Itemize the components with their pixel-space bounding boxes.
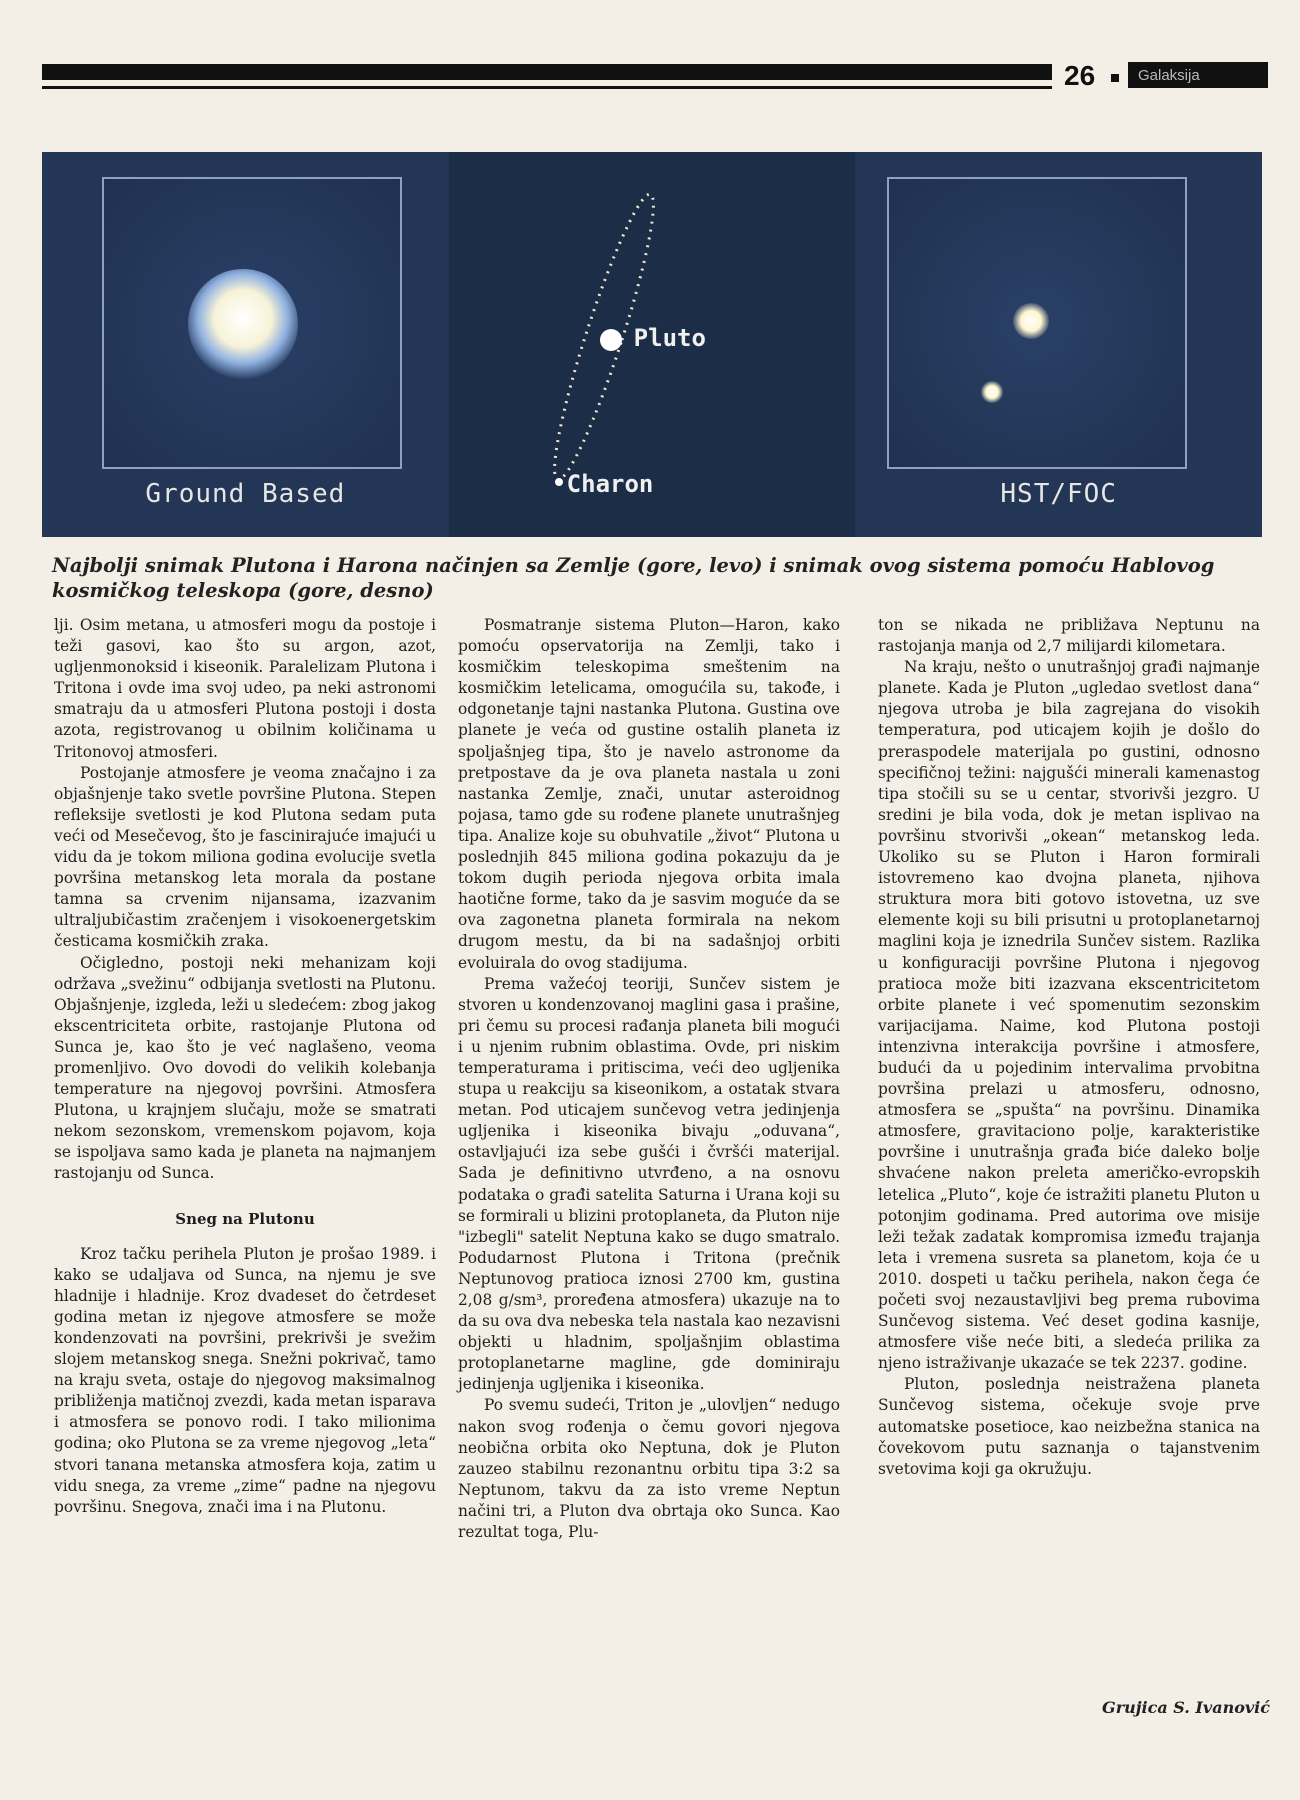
article-column-3: [878, 615, 1260, 1480]
paragraph: Prema važećoj teoriji, Sunčev sistem je stvoren u kondenzovanoj maglini gasa i prašine, pri čemu su procesi rađanja planeta bili mogući i u njenim rubnim oblastima. Ovde, pri niskim temperaturama i pritiscima, veći deo ugljenika stupa u reakciju sa kiseonikom, a ostatak stvara metan. Pod uticajem sunčevog vetra jedinjenja ugljenika i kiseonika bivaju „oduvana“, ostavljajući iza sebe gušći i čvršći materijal. Sada je definitivno utvrđeno, a na osnovu podataka o građi satelita Saturna i Urana koji su se formirali u blizini protoplaneta, da Pluton nije "izbegli" satelit Neptuna kako se dugo smatralo. Podudarnost Plutona i Tritona (prečnik Neptunovog pratioca iznosi 2700 km, gustina 2,08 g/sm³, proređena atmosfera) ukazuje na to da su ova dva nebeska tela nastala kao nezavisni objekti u hladnim, spoljašnjim oblastima protoplanetarne magline, gde dominiraju jedinjenja ugljenika i kiseonika.: [458, 974, 840, 1394]
paragraph: Po svemu sudeći, Triton je „ulovljen“ nedugo nakon svog rođenja o čemu govori njegova neobična orbita oko Neptuna, dok je Pluton zauzeo stabilnu rezonantnu orbitu tipa 3:2 sa Neptunom, takvu da za isto vreme Neptun načini tri, a Pluton dva obrtaja oko Sunca. Kao rezultat toga, Plu-: [458, 1396, 840, 1542]
header-bullet: [1111, 74, 1119, 82]
hst-foc-label: HST/FOC: [1000, 479, 1117, 509]
author-signature: Grujica S. Ivanović: [1102, 1698, 1270, 1717]
paragraph: Posmatranje sistema Pluton—Haron, kako pomoću opservatorija na Zemlji, tako i kosmičkim teleskopima smeštenim na kosmičkim letelicama, omogućila su, takođe, i odgonetanje tajni nastanka Plutona. Gustina ove planete je veća od gustine ostalih planeta iz spoljašnjeg tipa, što je navelo astronome da pretpostave da je ova planeta nastala u zoni nastanka Zemlje, znači, unutar asteroidnog pojasa, tamo gde su rođene planete unutrašnjeg tipa. Analize koje su obuhvatile „život“ Plutona u poslednjih 845 miliona godina pokazuju da je tokom dugih perioda njegova orbita imala haotične forme, tako da je sasvim moguće da se ova zagonetna planeta formirala na nekom drugom mestu, da bi na sadašnjoj orbiti evoluirala do ovog stadijuma.: [458, 616, 840, 972]
figure-caption: Najbolji snimak Plutona i Harona načinjen sa Zemlje (gore, levo) i snimak ovog sistema pomoću Hablovog kosmičkog teleskopa (gore, desno): [52, 554, 1215, 602]
hst-foc-panel: [855, 152, 1262, 537]
header-rule-thin: [42, 86, 1052, 89]
charon-dot: [555, 478, 563, 486]
paragraph: Kroz tačku perihela Pluton je prošao 1989. i kako se udaljava od Sunca, na njemu je sve hladnije i hladnije. Kroz dvadeset do četrdeset godina metan iz njegove atmosfere se može kondenzovati na površini, prekrivši je svežim slojem metanskog snega. Snežni pokrivač, tamo na kraju sveta, ostaje do njegovog maksimalnog približenja matičnoj zvezdi, kada metan isparava i atmosfera se ponovo rodi. I tako milionima godina; oko Plutona se za vreme njegovog „leta“ stvori tanana metanska atmosfera koja, zatim u vidu snega, za vreme „zime“ padne na njegovu površinu. Snegova, znači ima i na Plutonu.: [54, 1244, 436, 1516]
ground-based-frame: [102, 177, 402, 469]
ground-based-label: Ground Based: [145, 479, 346, 509]
charon-label: Charon: [566, 470, 654, 498]
paragraph: ton se nikada ne približava Neptunu na rastojanja manja od 2,7 milijardi kilometara.: [878, 616, 1260, 656]
paragraph: Na kraju, nešto o unutrašnjoj građi najmanje planete. Kada je Pluton „ugledao svetlost dana“ njegova utroba je bila zagrejana do visokih temperatura, pod uticajem kojih je došlo do preraspodele materijala po gustini, odnosno specifičnoj težini: najgušći minerali kamenastog tipa stočili su se u centar, stvorivši jezgro. U sredini je bila voda, dok je metan isplivao na površinu stvorivši „okean“ metanskog leda. Ukoliko su se Pluton i Haron formirali istovremeno kao dvojna planeta, njihova struktura mora biti gotovo istovetna, uz sve elemente koji su bili prisutni u protoplanetarnoj maglini koja je iznedrila Sunčev sistem. Razlika u konfiguraciji površine Plutona i njegovog pratioca može biti izazvana ekscentricitetom orbite planete i već spomenutim sezonskim varijacijama. Naime, kod Plutona postoji intenzivna interakcija površine i atmosfere, budući da u pojedinim intervalima prvobitna površina prelazi u atmosferu, odnosno, atmosfera se „spušta“ na površinu. Dinamika atmosfere, gravitaciono polje, karakteristike površine i unutrašnja građa biće daleko bolje shvaćene nakon preleta američko-evropskih letelica „Pluto“, koje će istražiti planetu Pluton u potonjim godinama. Pred autorima ove misije leži težak zadatak kompromisa između trajanja leta i vremena susreta sa planetom, koja će u 2010. dospeti u tačku perihela, nakon čega će početi svoj nezaustavljivi beg prema rubovima Sunčevog sistema. Već deset godina kasnije, atmosfere više neće biti, a sledeća prilika za njeno istraživanje ukazaće se tek 2237. godine.: [878, 658, 1260, 1373]
pluto-label: Pluto: [633, 324, 706, 352]
article-column-2: [458, 615, 840, 1543]
ground-based-panel: [42, 152, 449, 537]
paragraph: Očigledno, postoji neki mehanizam koji održava „svežinu“ odbijanja svetlosti na Plutonu. Objašnjenje, izgleda, leži u sledećem: zbog jakog ekscentriciteta orbite, rastojanje Plutona od Sunca je, kao što je već naglašeno, veoma promenljivo. Ovo dovodi do velikih kolebanja temperature na njegovoj površini. Atmosfera Plutona, u krajnjem slučaju, može se smatrati nekom sezonskom, vremenskom pojavom, koja se ispoljava samo kada je planeta na najmanjem rastojanju od Sunca.: [54, 953, 436, 1183]
charon-sharp-image: [981, 381, 1003, 403]
pluto-charon-figure: [42, 152, 1262, 537]
article-column-1: [54, 615, 436, 1518]
paragraph: Pluton, poslednja neistražena planeta Sunčevog sistema, očekuje svoje prve automatske posetioce, kao neizbežna stanica na čovekovom putu saznanja o tajanstvenim svetovima koji ga okružuju.: [878, 1375, 1260, 1478]
orbit-diagram-panel: [449, 152, 856, 537]
pluto-blur-image: [188, 269, 298, 379]
hst-foc-frame: [887, 177, 1187, 469]
magazine-name: Galaksija: [1128, 62, 1268, 88]
page-number: 26: [1064, 60, 1096, 91]
pluto-dot: [600, 329, 622, 351]
paragraph: Postojanje atmosfere je veoma značajno i za objašnjenje tako svetle površine Plutona. Stepen refleksije svetlosti je kod Plutona sedam puta veći od Mesečevog, što je fascinirajuće imajući u vidu da je tokom miliona godina evolucije svetla površina metanskog leta morala da postane tamna sa crvenim nijansama, izazvanim ultraljubičastim zračenjem i visokoenergetskim česticama kosmičkih zraka.: [54, 763, 436, 951]
header-rule-thick: [42, 64, 1052, 80]
pluto-sharp-image: [1013, 303, 1049, 339]
section-heading: Sneg na Plutonu: [175, 1209, 315, 1228]
paragraph: lji. Osim metana, u atmosferi mogu da postoje i teži gasovi, kao što su argon, azot, ugljenmonoksid i kiseonik. Paralelizam Plutona i Tritona i ovde ima svoj udeo, pa neki astronomi smatraju da u atmosferi Plutona postoji i dosta azota, registrovanog u obilnim količinama u Tritonovoj atmosferi.: [54, 616, 436, 761]
